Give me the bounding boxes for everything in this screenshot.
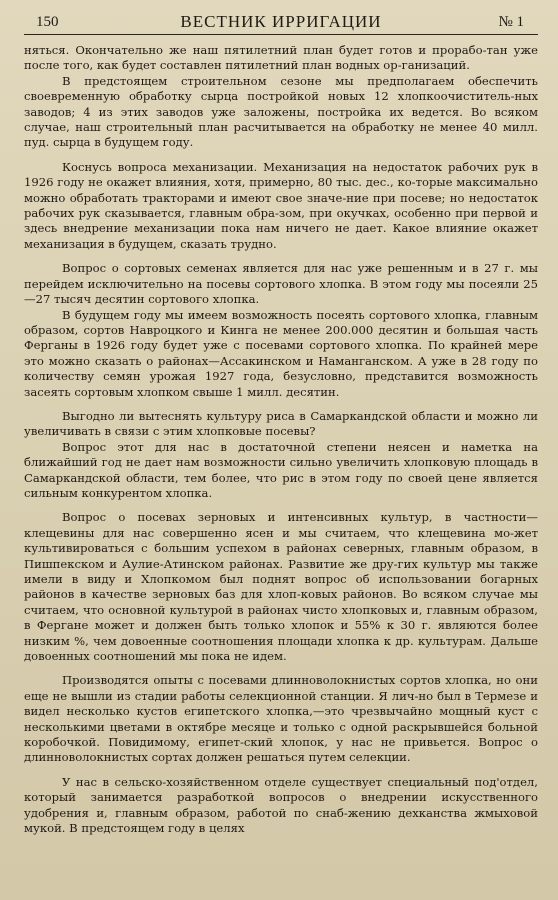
paragraph-4: Вопрос о сортовых семенах является для нас уже решенным и в 27 г. мы перейдем исключительно на посевы сортового хлопка. В этом году мы посеяли 25—27 тысяч десятин сортового хлопка. xyxy=(24,261,538,307)
paragraph-3: Коснусь вопроса механизации. Механизация на недостаток рабочих рук в 1926 году не окажет влияния, хотя, примерно, 80 тыс. дес., ко-торые максимально можно обработать тракторами и имеют свое значе-ние при посеве; но недостаток рабочих рук сказывается, главным обра-зом, при окучках, особенно при первой и здесь внедрение механизации пока нам ничего не дает. Какое влияние окажет механизация в будущем, сказать трудно. xyxy=(24,159,538,251)
paragraph-9: Производятся опыты с посевами длинноволокнистых сортов хлопка, но они еще не вышли из стадии работы селекционной станции. Я лич-но был в Термезе и видел несколько кустов египетского хлопка,—это чрезвычайно мощный куст с несколькими цветами в октябре месяце и только с одной раскрывшейся больной коробочкой. Повидимому, египет-ский хлопок, у нас не привьется. Вопрос о длинноволокнистых сортах должен решаться путем селекции. xyxy=(24,673,538,765)
paragraph-5: В будущем году мы имеем возможность посеять сортового хлопка, главным образом, сортов Навроцкого и Кинга не менее 200.000 десятин и большая часть Ферганы в 1926 году будет уже с посевами сортового хлопка. По крайней мере это можно сказать о районах—Ассакинском и Наманганском. А уже в 28 году по количеству семян урожая 1927 года, безусловно, представится возможность засеять сортовым хлопком свыше 1 милл. десятин. xyxy=(24,307,538,399)
issue-number: № 1 xyxy=(498,14,524,30)
paragraph-7: Вопрос этот для нас в достаточной степени неясен и наметка на ближайший год не дает нам возможности сильно увеличить хлопковую площадь в Самаркандской области, тем более, что рис в этом году по своей цене является сильным конкурентом хлопка. xyxy=(24,439,538,500)
paragraph-2: В предстоящем строительном сезоне мы предполагаем обеспечить своевременную обработку сырца постройкой новых 12 хлопкоочиститель-ных заводов; 4 из этих заводов уже заложены, постройка их ведется. Во всяком случае, наш строительный план расчитывается на обработку не менее 40 милл. пуд. сырца в будущем году. xyxy=(24,73,538,150)
page-number: 150 xyxy=(36,14,59,30)
paragraph-8: Вопрос о посевах зерновых и интенсивных культур, в частности—клещевины для нас совершенно ясен и мы считаем, что клещевина мо-жет культивироваться с большим успехом в районах северных, главным образом, в Пишпекском и Аулие-Атинском районах. Развитие же дру-гих культур мы также имели в виду и Хлопкомом был поднят вопрос об использовании богарных районов в качестве зерновых баз для хлоп-ковых районов. Во всяком случае мы считаем, что основной культурой в районах чисто хлопковых и, главным образом, в Фергане может и должен быть только хлопок и 55% к 30 г. являются более низким %, чем довоенные соотношения площади хлопка к др. культурам. Дальше довоенных соотношений мы пока не идем. xyxy=(24,510,538,664)
paragraph-1: няться. Окончательно же наш пятилетний план будет готов и прорабо-тан уже после того, как будет составлен пятилетний план водных ор-ганизаций. xyxy=(24,43,538,73)
page-header xyxy=(24,12,538,35)
paragraph-10: У нас в сельско-хозяйственном отделе существует специальный под'отдел, который занимается разработкой вопросов о внедрении искусственного удобрения и, главным образом, работой по снаб-жению дехканства жмыховой мукой. В предстоящем году в целях xyxy=(24,774,538,836)
paragraph-6: Выгодно ли вытеснять культуру риса в Самаркандской области и можно ли увеличивать в связи с этим хлопковые посевы? xyxy=(24,408,538,439)
article-body xyxy=(24,43,538,837)
journal-title: ВЕСТНИК ИРРИГАЦИИ xyxy=(180,12,382,31)
